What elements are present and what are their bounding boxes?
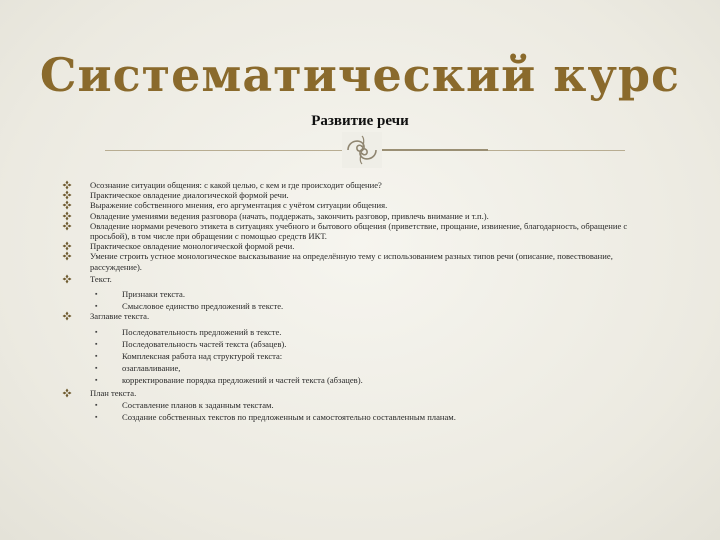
- quad-diamond-bullet-icon: [62, 311, 72, 321]
- quad-diamond-bullet-icon: [62, 221, 72, 231]
- sub-list-item: [62, 400, 662, 410]
- sub-list-item-text: Смысловое единство предложений в тексте.: [122, 301, 284, 312]
- sub-list-item: [62, 339, 662, 349]
- sub-list-item-text: Создание собственных текстов по предложенным и самостоятельно составленным планам.: [122, 412, 456, 423]
- list-item-plan-section: [62, 388, 662, 398]
- scroll-ornament-icon: [342, 132, 382, 168]
- sub-list-item: [62, 327, 662, 337]
- dot-icon: ▪: [95, 302, 98, 311]
- content-list: [62, 180, 662, 422]
- dot-icon: ▪: [95, 339, 98, 348]
- list-item-title-section: [62, 311, 662, 321]
- quad-diamond-bullet-icon: [62, 388, 72, 398]
- quad-diamond-bullet-icon: [62, 190, 72, 200]
- quad-diamond-bullet-icon: [62, 211, 72, 221]
- slide-title: Систематический курс: [39, 48, 681, 102]
- sub-list-item: [62, 351, 662, 361]
- sub-list-item-text: Последовательность предложений в тексте.: [122, 326, 282, 337]
- list-item: [62, 180, 662, 190]
- list-item-text-section: [62, 274, 662, 284]
- list-item-text: Выражение собственного мнения, его аргументация с учётом ситуации общения.: [90, 200, 388, 211]
- dot-icon: ▪: [95, 327, 98, 336]
- sub-list-item-text: Составление планов к заданным текстам.: [122, 399, 274, 410]
- sub-list-item: [62, 363, 662, 373]
- dot-icon: ▪: [95, 352, 98, 361]
- list-item-text: Текст.: [90, 273, 112, 284]
- sub-list-item: [62, 375, 662, 385]
- list-item-text: Овладение умениями ведения разговора (начать, поддержать, закончить разговор, привлечь внимание и т.п.).: [90, 210, 489, 221]
- list-item-text: Заглавие текста.: [90, 311, 150, 322]
- list-item: [62, 241, 662, 251]
- dot-icon: ▪: [95, 413, 98, 422]
- list-item: [62, 251, 662, 271]
- sub-list-item-text: озаглавливание,: [122, 363, 181, 374]
- sub-list-item-text: Последовательность частей текста (абзацев).: [122, 338, 287, 349]
- dot-icon: ▪: [95, 400, 98, 409]
- quad-diamond-bullet-icon: [62, 251, 72, 261]
- dot-icon: ▪: [95, 364, 98, 373]
- sub-list-item-text: Комплексная работа над структурой текста:: [122, 351, 283, 362]
- sub-list-item: [62, 412, 662, 422]
- quad-diamond-bullet-icon: [62, 180, 72, 190]
- divider-accent: [380, 149, 488, 151]
- quad-diamond-bullet-icon: [62, 274, 72, 284]
- sub-list-item-text: корректирование порядка предложений и частей текста (абзацев).: [122, 375, 363, 386]
- quad-diamond-bullet-icon: [62, 241, 72, 251]
- list-item: [62, 190, 662, 200]
- list-item: [62, 200, 662, 210]
- sub-list-item: [62, 301, 662, 311]
- dot-icon: ▪: [95, 290, 98, 299]
- slide-subtitle: Развитие речи: [311, 113, 409, 129]
- list-item-text: Практическое овладение монологической формой речи.: [90, 241, 295, 252]
- list-item: [62, 221, 662, 241]
- sub-list-item-text: Признаки текста.: [122, 289, 186, 300]
- dot-icon: ▪: [95, 376, 98, 385]
- sub-list-item: [62, 289, 662, 299]
- list-item-text: Овладение нормами речевого этикета в ситуациях учебного и бытового общения (приветствие, прощание, извинение, благодарность, обращение с просьбой), в том числе при обращении с помощью средств ИКТ.: [90, 220, 628, 242]
- quad-diamond-bullet-icon: [62, 200, 72, 210]
- list-item-text: Умение строить устное монологическое высказывание на определённую тему с использованием разных типов речи (описание, повествование, рассуждение).: [90, 251, 613, 272]
- list-item-text: Осознание ситуации общения: с какой целью, с кем и где происходит общение?: [90, 180, 382, 190]
- list-item-text: Практическое овладение диалогической формой речи.: [90, 190, 289, 201]
- list-item: [62, 211, 662, 221]
- list-item-text: План текста.: [90, 387, 137, 398]
